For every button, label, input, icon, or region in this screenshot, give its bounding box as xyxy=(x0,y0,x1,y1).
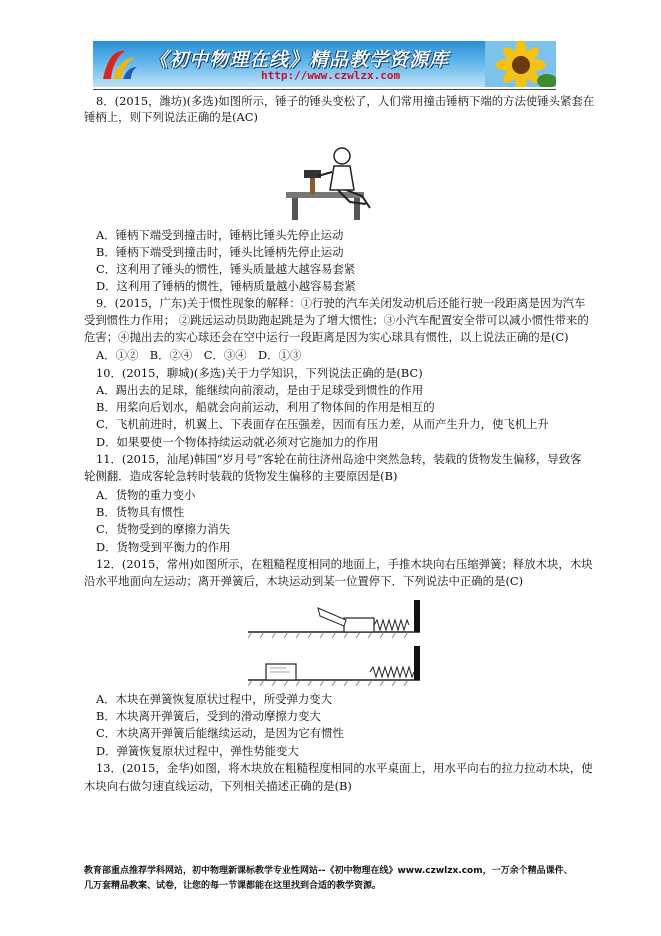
text-line: 危害；④抛出去的实心球还会在空中运行一段距离是因为实心球具有惯性，以上说法正确的是(C) xyxy=(84,330,569,344)
text-line: 锤柄上，则下列说法正确的是(AC) xyxy=(84,110,258,124)
text-line: 木块向右做匀速直线运动，下列相关描述正确的是(B) xyxy=(84,779,352,793)
text-line: 12．(2015，常州)如图所示，在粗糙程度相同的地面上，手推木块向右压缩弹簧；释放木块，木块 xyxy=(96,557,593,571)
text-line: D．货物受到平衡力的作用 xyxy=(96,540,231,554)
sunflower-image xyxy=(485,41,556,87)
text-line: D．这利用了锤柄的惯性，锤柄质量越小越容易套紧 xyxy=(96,279,356,293)
text-line: 沿水平地面向左运动；离开弹簧后，木块运动到某一位置停下．下列说法中正确的是(C) xyxy=(84,574,524,588)
text-line: A．木块在弹簧恢复原状过程中，所受弹力变大 xyxy=(96,692,333,706)
text-line: 13．(2015，金华)如图，将木块放在粗糙程度相同的水平桌面上，用水平向右的拉力拉动木块，使 xyxy=(96,761,593,775)
footer-line: 教育部重点推荐学科网站，初中物理新课标教学专业性网站--《初中物理在线》www.czwlzx.com，一万余个精品课件、 xyxy=(84,866,573,876)
banner-url[interactable]: http://www.czwlzx.com xyxy=(261,69,401,82)
text-line: D．如果要使一个物体持续运动就必须对它施加力的作用 xyxy=(96,435,379,449)
text-line: A．踢出去的足球，能继续向前滚动，是由于足球受到惯性的作用 xyxy=(96,383,424,397)
text-line: A．①② B．②④ C．③④ D．①③ xyxy=(96,348,302,362)
footer-line: 几万套精品教案、试卷，让您的每一节课都能在这里找到合适的教学资源。 xyxy=(84,881,382,891)
text-line: B．木块离开弹簧后，受到的滑动摩擦力变大 xyxy=(96,709,321,723)
text-line: C．这利用了锤头的惯性，锤头质量越大越容易套紧 xyxy=(96,262,356,276)
text-line: C．飞机前进时，机翼上、下表面存在压强差，因而有压力差，从而产生升力，使飞机上升 xyxy=(96,417,549,431)
banner-title: 《初中物理在线》精品教学资源库 xyxy=(149,49,450,71)
text-line: 10．(2015，聊城)(多选)关于力学知识，下列说法正确的是(BC) xyxy=(96,366,423,380)
text-line: 9．(2015，广东)关于惯性现象的解释：①行驶的汽车关闭发动机后还能行驶一段距离是因为汽车 xyxy=(96,296,586,310)
text-line: A．锤柄下端受到撞击时，锤柄比锤头先停止运动 xyxy=(96,228,344,242)
text-line: 11．(2015，汕尾)韩国“岁月号”客轮在前往济州岛途中突然急转，装载的货物发生偏移，导致客 xyxy=(96,452,582,466)
header-banner xyxy=(93,41,556,87)
text-line: 受到惯性力作用； ②跳远运动员助跑起跳是为了增大惯性；③小汽车配置安全带可以减小惯性带来的 xyxy=(84,313,589,327)
header-divider xyxy=(93,89,556,90)
text-line: C．木块离开弹簧后能继续运动，是因为它有惯性 xyxy=(96,726,344,740)
text-line: B．货物具有惯性 xyxy=(96,505,185,519)
logo-icon xyxy=(99,45,139,83)
text-line: D．弹簧恢复原状过程中，弹性势能变大 xyxy=(96,744,299,758)
text-line: A．货物的重力变小 xyxy=(96,488,196,502)
text-line: B．用桨向后划水，船就会向前运动，利用了物体间的作用是相互的 xyxy=(96,400,435,414)
text-line: B．锤柄下端受到撞击时，锤头比锤柄先停止运动 xyxy=(96,245,344,259)
text-line: 轮侧翻．造成客轮急转时装载的货物发生偏移的主要原因是(B) xyxy=(84,469,398,483)
text-line: 8．(2015，潍坊)(多选)如图所示，锤子的锤头变松了，人们常用撞击锤柄下端的方法使锤头紧套在 xyxy=(96,94,595,108)
spring-block-figure xyxy=(248,598,428,686)
hammer-figure xyxy=(278,142,388,224)
text-line: C．货物受到的摩擦力消失 xyxy=(96,522,231,536)
